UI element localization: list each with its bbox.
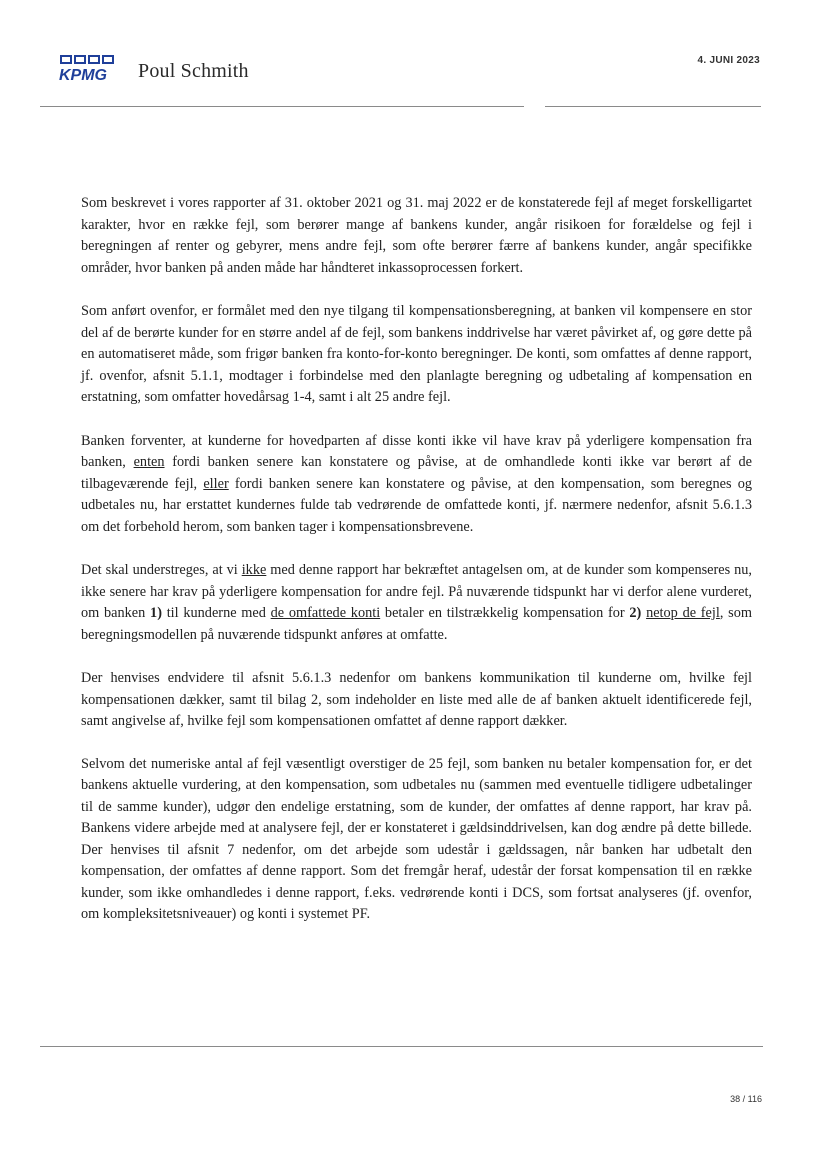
author-name: Poul Schmith — [138, 60, 249, 82]
underlined-text: de omfattede konti — [270, 605, 381, 621]
paragraph-6: Selvom det numeriske antal af fejl væsentligt overstiger de 25 fejl, som banken nu betaler kompensation for, er det bankens aktuelle vurdering, at den kompensation, som udbetales nu (sammen med eventuelle tidligere udbetalinger til de samme kunder), udgør den endelige erstatning, som de kunder, der omfattes af denne rapport, har krav på. Bankens videre arbejde med at analysere fejl, der er konstateret i gældsinddrivelsen, kan dog ændre på dette billede. Der henvises til afsnit 7 nedenfor, om det arbejde som udestår i gældssagen, når banken har udbetalt den kompensation, der omfattes af denne rapport. Som det fremgår heraf, udestår der forsat kompensation til en række kunder, som ikke omhandledes i denne rapport, f.eks. vedrørende konti i DCS, som fortsat analyseres (jf. ovenfor, om kompleksitetsniveauer) og konti i systemet PF. — [81, 755, 752, 922]
paragraph-3: Banken forventer, at kunderne for hovedparten af disse konti ikke vil have krav på yderligere kompensation fra banken, enten fordi banken senere kan konstatere og påvise, at de omhandlede konti ikke var berørt af de tilbageværende fejl, eller fordi banken senere kan konstatere og påvise, at den kompensation, som beregnes og udbetales nu, har erstattet kundernes fulde tab vedrørende de omfattede konti, jf. nærmere nedenfor, afsnit 5.6.1.3 om det forbehold herom, som banken tager i kompensationsbrevene. — [81, 432, 752, 535]
paragraph-4: Det skal understreges, at vi ikke med denne rapport har bekræftet antagelsen om, at de kunder som kompenseres nu, ikke senere har krav på yderligere kompensation for andre fejl. På nuværende tidspunkt har vi derfor alene vurderet, om banken 1) til kunderne med de omfattede konti betaler en tilstrækkelig kompensation for 2) netop de fejl, som beregningsmodellen på nuværende tidspunkt anføres at omfatte. — [81, 562, 753, 643]
underlined-text: eller — [203, 475, 229, 492]
document-date: 4. JUNI 2023 — [697, 55, 760, 66]
bold-text: 1) — [150, 605, 162, 621]
page-number: 38 / 116 — [730, 1094, 762, 1104]
bold-text: 2) — [629, 605, 642, 621]
svg-text:KPMG: KPMG — [59, 67, 107, 84]
page-header — [58, 52, 764, 92]
paragraph-2: Som anført ovenfor, er formålet med den nye tilgang til kompensationsberegning, at banken vil kompensere en stor del af de berørte kunder for en større andel af de fejl, som bankens inddrivelse har været påvirket af, og gøre dette på en automatiseret måde, som frigør banken fra konto-for-konto beregninger. De konti, som omfattes af denne rapport, jf. ovenfor, afsnit 5.1.1, modtager i forbindelse med den planlagte beregning og udbetaling af kompensation en erstatning, som omfatter hovedårsag 1-4, samt i alt 25 andre fejl. — [81, 303, 752, 405]
header-divider-right — [545, 106, 761, 107]
body-text — [81, 193, 752, 948]
underlined-text: netop de fejl — [646, 605, 720, 621]
footer-divider — [40, 1046, 763, 1047]
underlined-text: ikke — [241, 562, 267, 578]
paragraph-5: Der henvises endvidere til afsnit 5.6.1.3 nedenfor om bankens kommunikation til kunderne om, hvilke fejl kompensationen dækker, samt til bilag 2, som indeholder en liste med alle de af banken aktuelt identificerede fejl, samt angivelse af, hvilke fejl som kompensationen omfattet af denne rapport dækker. — [81, 670, 752, 729]
kpmg-logo — [58, 52, 120, 84]
underlined-text: enten — [133, 454, 165, 470]
paragraph-1: Som beskrevet i vores rapporter af 31. oktober 2021 og 31. maj 2022 er de konstaterede fejl af meget forskelligartet karakter, hvor en række fejl, som berører mange af bankens kunder, angår risikoen for forældelse og fejl i beregningen af renter og gebyrer, mens andre fejl, som ofte berører færre af bankens kunder, angår specifikke områder, hvor banken på anden måde har håndteret inkassoprocessen forkert. — [81, 195, 752, 276]
header-divider-left — [40, 106, 524, 107]
